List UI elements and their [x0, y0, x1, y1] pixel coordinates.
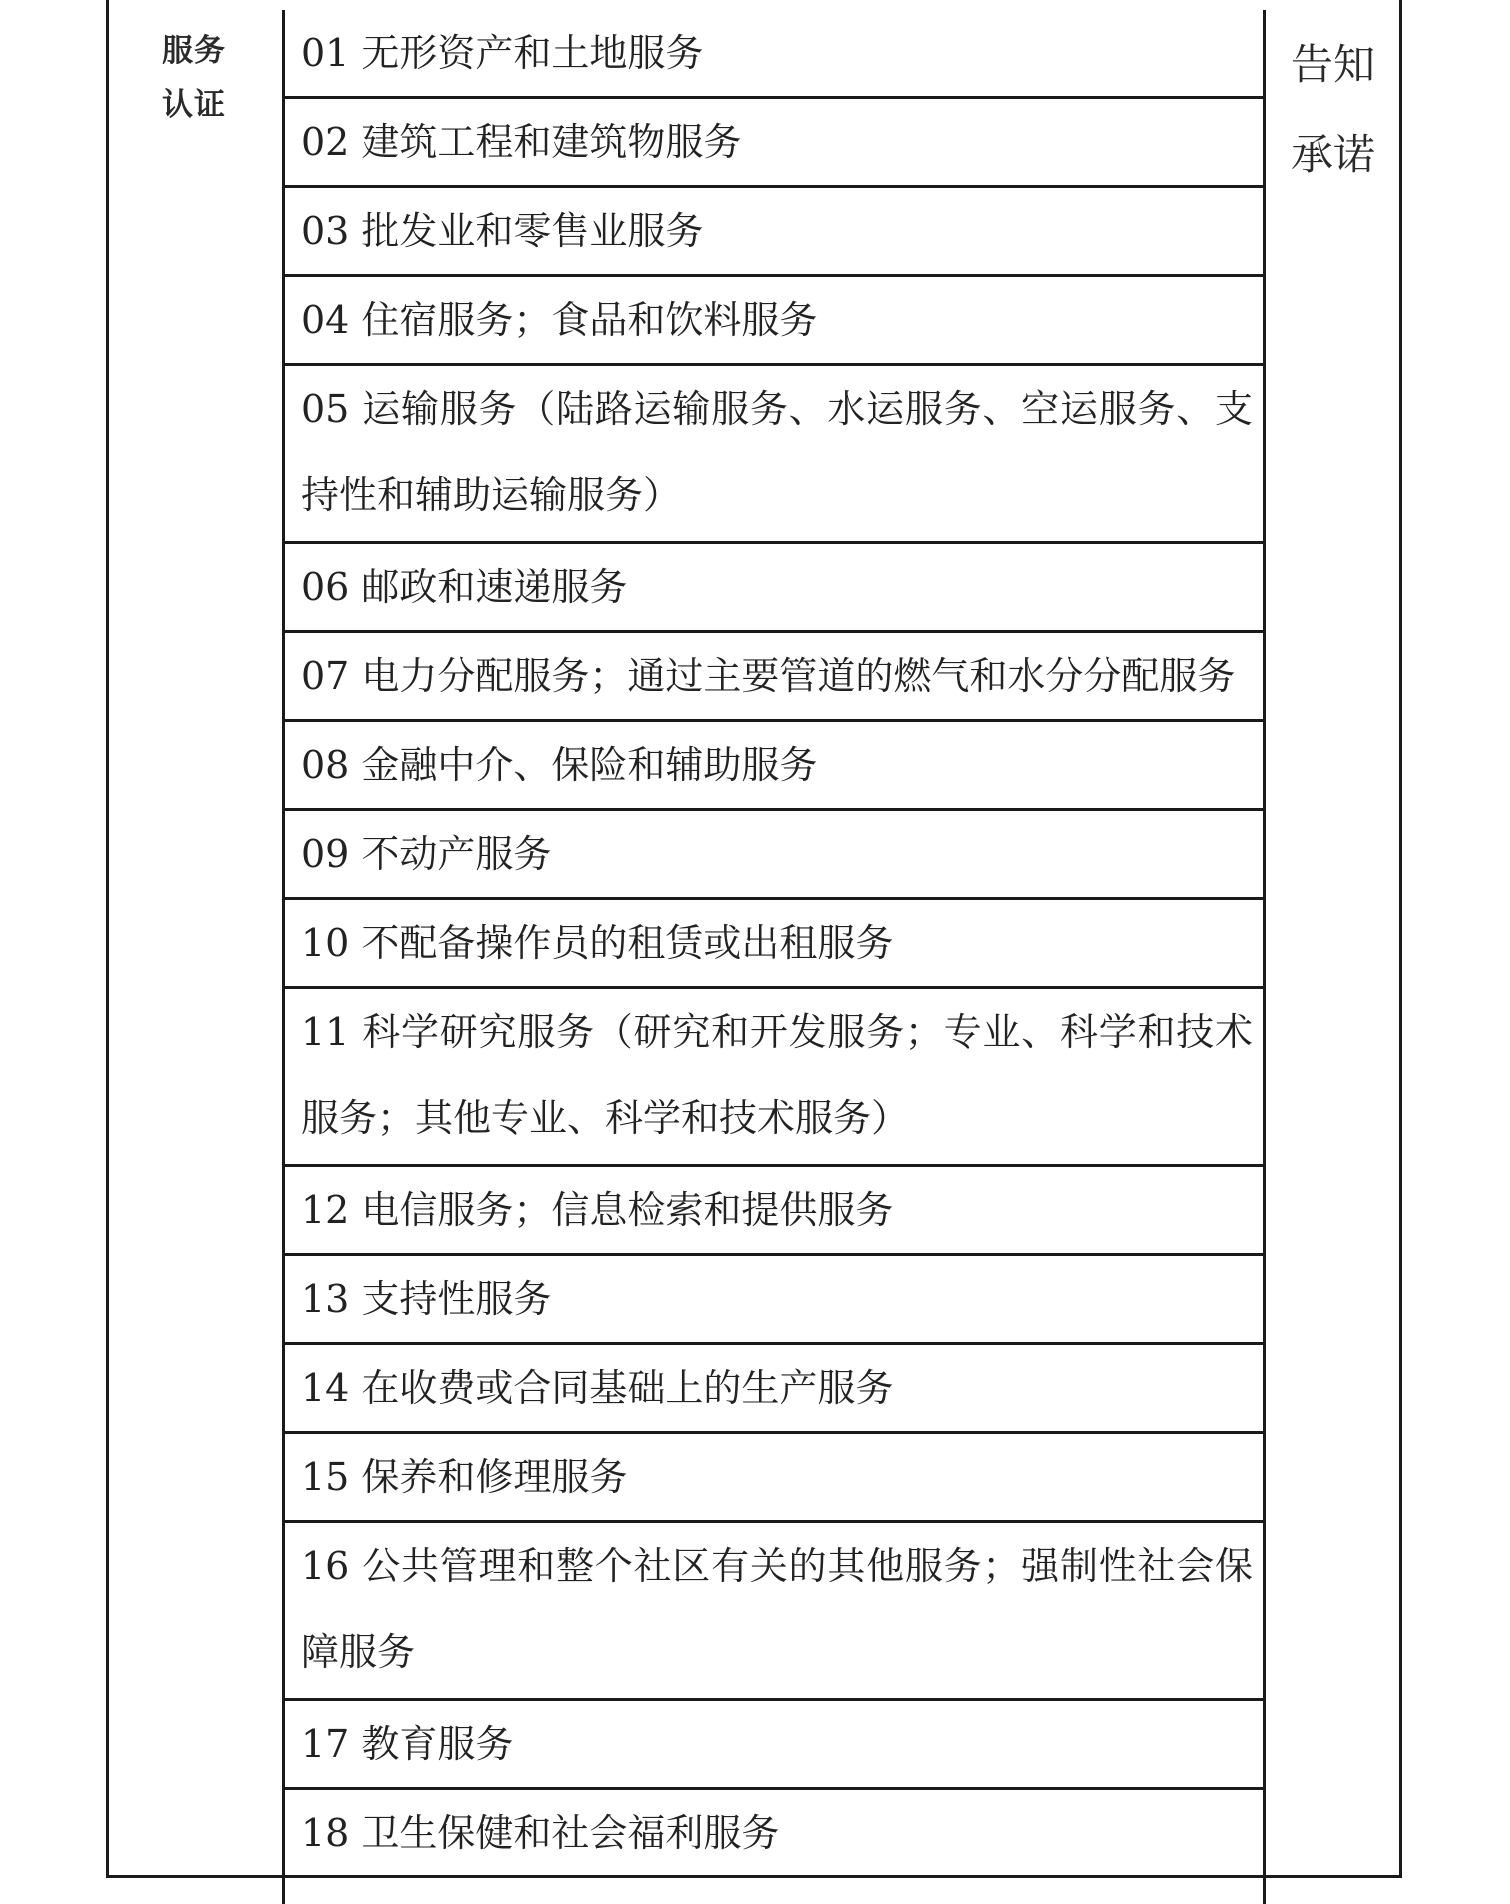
category-cell	[162, 24, 234, 132]
service-item: 03 批发业和零售业服务	[285, 188, 1263, 277]
service-item: 12 电信服务；信息检索和提供服务	[285, 1167, 1263, 1256]
service-item: 02 建筑工程和建筑物服务	[285, 99, 1263, 188]
service-item: 05 运输服务（陆路运输服务、水运服务、空运服务、支持性和辅助运输服务）	[285, 366, 1263, 544]
method-line-2: 承诺	[1290, 130, 1375, 179]
service-item: 09 不动产服务	[285, 811, 1263, 900]
category-line-2: 认证	[162, 87, 226, 123]
service-item: 16 公共管理和整个社区有关的其他服务；强制性社会保障服务	[285, 1523, 1263, 1701]
service-item: 17 教育服务	[285, 1701, 1263, 1790]
service-item: 18 卫生保健和社会福利服务	[301, 1811, 780, 1855]
service-item: 06 邮政和速递服务	[285, 544, 1263, 633]
service-item: 04 住宿服务；食品和饮料服务	[285, 277, 1263, 366]
service-item: 10 不配备操作员的租赁或出租服务	[285, 900, 1263, 989]
service-item: 08 金融中介、保险和辅助服务	[285, 722, 1263, 811]
service-item: 15 保养和修理服务	[285, 1434, 1263, 1523]
method-line-1: 告知	[1290, 40, 1375, 89]
service-item: 11 科学研究服务（研究和开发服务；专业、科学和技术服务；其他专业、科学和技术服务）	[285, 989, 1263, 1167]
category-line-1: 服务	[162, 33, 226, 69]
service-item: 07 电力分配服务；通过主要管道的燃气和水分分配服务	[285, 633, 1263, 722]
service-item: 13 支持性服务	[285, 1256, 1263, 1345]
service-item: 14 在收费或合同基础上的生产服务	[285, 1345, 1263, 1434]
method-cell	[1266, 20, 1400, 200]
service-item: 01 无形资产和土地服务	[285, 10, 1263, 99]
service-item-list	[282, 10, 1266, 1904]
